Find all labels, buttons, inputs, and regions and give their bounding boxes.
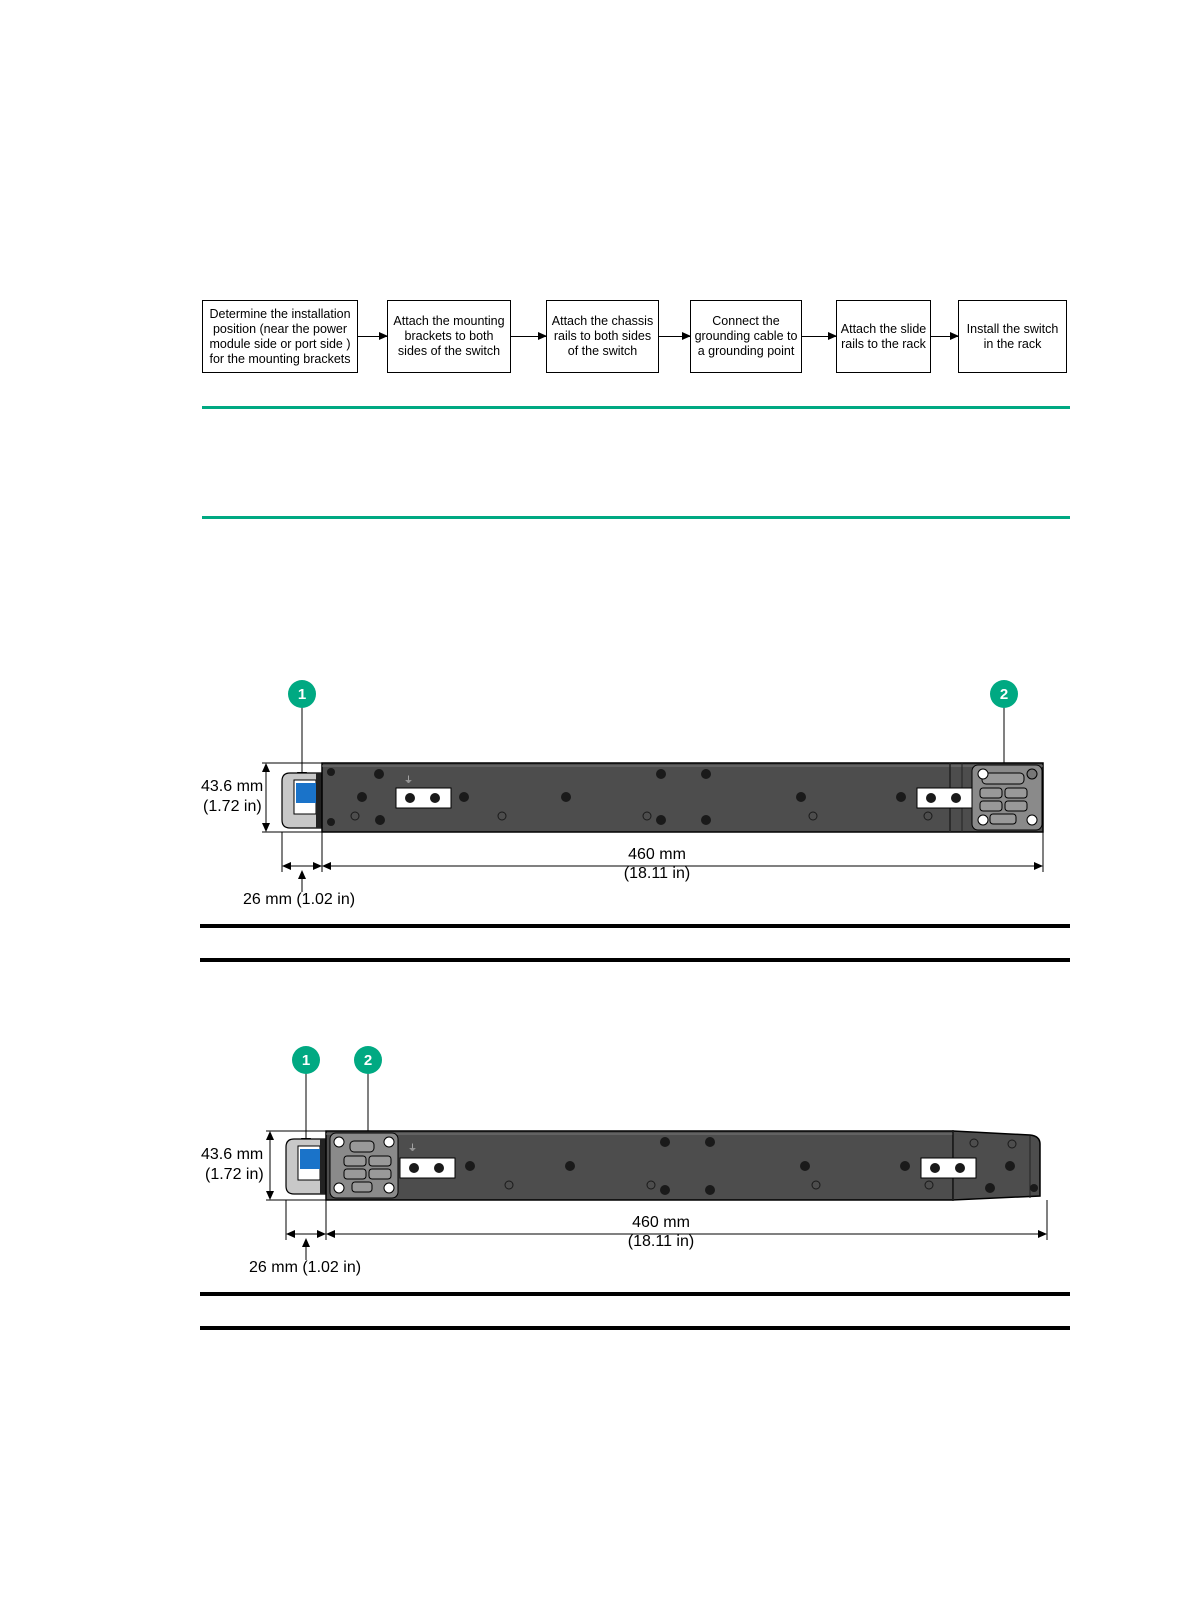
svg-text:⏚: ⏚ [408,1144,418,1154]
rear-chassis-rail [972,765,1042,830]
note-rule-top [202,406,1070,409]
callout-1 [288,680,316,708]
switch-chassis [322,763,1043,832]
figure-power-side-brackets [0,1038,1190,1278]
height-in-label: (1.72 in) [203,798,262,815]
flow-step-attach-brackets [387,300,511,373]
flow-step-label: Attach the slide rails to the rack [840,321,927,351]
flow-step-attach-chassis-rails [546,300,659,373]
mounting-bracket [286,1139,326,1194]
callout-2-label: 2 [363,1052,373,1069]
length-mm-label: 460 mm [632,1214,690,1231]
flow-step-connect-grounding [690,300,802,373]
note-rule-bottom [202,516,1070,519]
mounting-bracket [282,773,322,828]
flow-step-label: Install the switch in the rack [966,321,1059,351]
figure-2-caption-rule-bottom [200,1326,1070,1330]
flow-step-label: Connect the grounding cable to a grounding point [694,314,798,358]
switch-chassis [326,1131,1040,1200]
offset-label: 26 mm (1.02 in) [243,891,356,908]
callout-1-label: 1 [301,1052,311,1069]
callout-1 [292,1046,320,1074]
flow-arrow [358,336,387,337]
flow-arrow [802,336,836,337]
flow-step-label: Determine the installation position (near the power module side or port side ) for the mounting brackets [209,306,351,366]
flow-step-attach-slide-rails [836,300,931,373]
flow-arrow [931,336,958,337]
front-chassis-rail [330,1133,398,1198]
callout-2 [990,680,1018,708]
figure-1-caption-rule-top [200,924,1070,928]
height-mm-label: 43.6 mm [201,1146,264,1163]
callout-2-label: 2 [999,686,1009,703]
flow-arrow [659,336,690,337]
svg-text:⏚: ⏚ [404,776,414,786]
flow-step-determine-position [202,300,358,373]
length-in-label: (18.11 in) [627,1233,695,1250]
figure-port-side-brackets [0,670,1190,910]
figure-1-caption-rule-bottom [200,958,1070,962]
length-mm-label: 460 mm [628,846,686,863]
flow-step-label: Attach the chassis rails to both sides of the switch [551,314,654,358]
figure-2-caption-rule-top [200,1292,1070,1296]
callout-1-label: 1 [297,686,307,703]
height-mm-label: 43.6 mm [201,778,264,795]
flow-step-label: Attach the mounting brackets to both sides of the switch [393,314,505,358]
length-in-label: (18.11 in) [623,865,691,882]
callout-2 [354,1046,382,1074]
height-in-label: (1.72 in) [205,1166,264,1183]
flow-step-install-switch [958,300,1067,373]
flow-arrow [511,336,546,337]
offset-label: 26 mm (1.02 in) [249,1259,362,1276]
